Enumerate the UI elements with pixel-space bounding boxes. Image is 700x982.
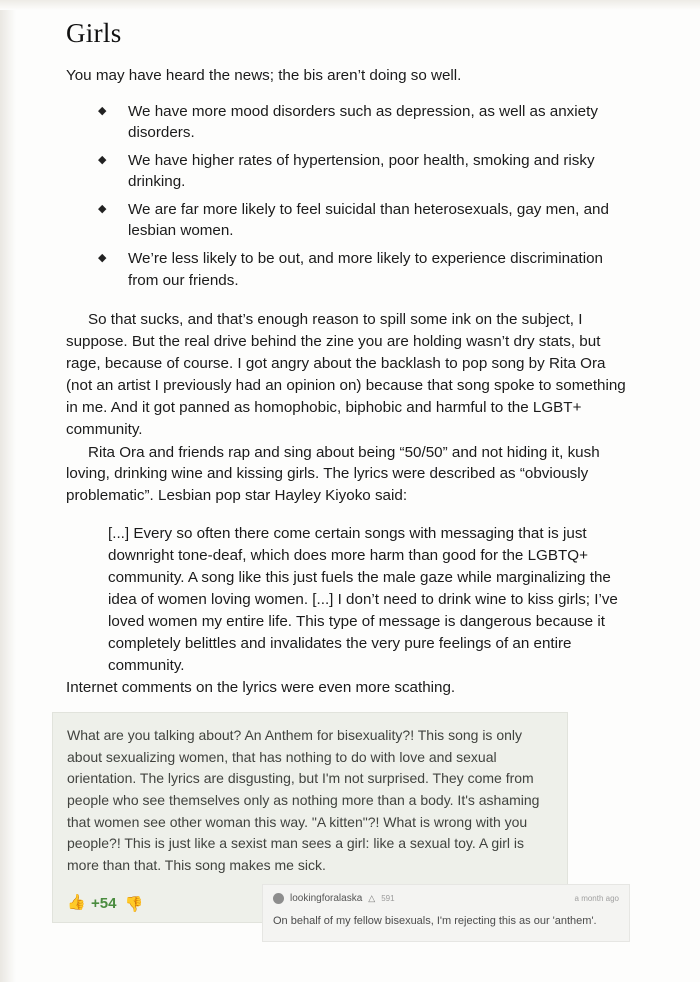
diamond-bullet-icon: ◆	[98, 153, 107, 166]
list-item-label: We are far more likely to feel suicidal than heterosexuals, gay men, and lesbian women.	[128, 200, 609, 240]
comment-two-username[interactable]: lookingforalaska	[290, 893, 363, 904]
comment-one-score: +54	[91, 894, 117, 912]
intro-paragraph: You may have heard the news; the bis aren’t doing so well.	[66, 67, 462, 84]
list-item-label: We’re less likely to be out, and more likely to experience discrimination from our friends.	[128, 250, 603, 289]
scan-edge-left	[0, 0, 16, 982]
diamond-bullet-icon: ◆	[98, 252, 107, 265]
comment-two-points: 591	[381, 894, 395, 903]
pull-quote: [...] Every so often there come certain songs with messaging that is just downright tone-deaf, which does more harm than good for the LGBTQ+ community. A song like this just fuels the male gaze while marginalizing the idea of women loving women. [...] I don’t need to drink wine to kiss girls; I’ve loved women my entire life. This type of message is dangerous because it completely belittles and invalidates the very pure feelings of an entire community.	[108, 525, 618, 675]
bullet-list	[66, 101, 632, 292]
comment-two-header	[273, 893, 619, 914]
list-item	[98, 199, 632, 242]
thumbs-up-icon[interactable]: 👍	[67, 894, 86, 912]
comment-two-text: On behalf of my fellow bisexuals, I'm rejecting this as our 'anthem'.	[273, 915, 597, 927]
document-content	[66, 18, 632, 707]
body-paragraph-2: Rita Ora and friends rap and sing about being “50/50” and not hiding it, kush loving, drinking wine and kissing girls. The lyrics were described as “obviously problematic”. Lesbian pop star Hayley Kiyoko said:	[66, 443, 600, 505]
scan-edge-top	[0, 0, 700, 10]
comment-two-timestamp: a month ago	[574, 894, 619, 903]
body-paragraph-1: So that sucks, and that’s enough reason to spill some ink on the subject, I suppose. But the real drive behind the zine you are holding wasn’t dry stats, but rage, because of course. I got angry about the backlash to pop song by Rita Ora (not an artist I previously had an opinion on) because that song spoke to something in me. And it got panned as homophobic, biphobic and harmful to the LGBT+ community.	[66, 311, 626, 438]
list-item	[98, 150, 632, 193]
page-title: Girls	[66, 18, 122, 48]
comment-screenshot-two	[262, 884, 630, 942]
list-item	[98, 248, 632, 291]
thumbs-down-icon[interactable]: 👍	[124, 895, 144, 913]
comments-lead-in: Internet comments on the lyrics were even more scathing.	[66, 679, 456, 697]
avatar	[273, 893, 284, 904]
diamond-bullet-icon: ◆	[98, 202, 107, 215]
list-item-label: We have higher rates of hypertension, poor health, smoking and risky drinking.	[128, 151, 595, 191]
diamond-bullet-icon: ◆	[98, 104, 107, 117]
triangle-badge-icon: △	[368, 893, 376, 903]
list-item	[98, 101, 632, 144]
comment-one-text: What are you talking about? An Anthem for bisexuality?! This song is only about sexualizing women, that has nothing to do with love and sexual orientation. The lyrics are disgusting, but I'm not surprised. They come from people who see themselves only as nothing more than a body. It's ashaming that women see other woman this way. "A kitten"?! What is wrong with you people?! This is just like a sexist man sees a girl: like a sexual toy. A girl is more than that. This song makes me sick.	[67, 727, 540, 874]
list-item-label: We have more mood disorders such as depression, as well as anxiety disorders.	[128, 102, 598, 142]
